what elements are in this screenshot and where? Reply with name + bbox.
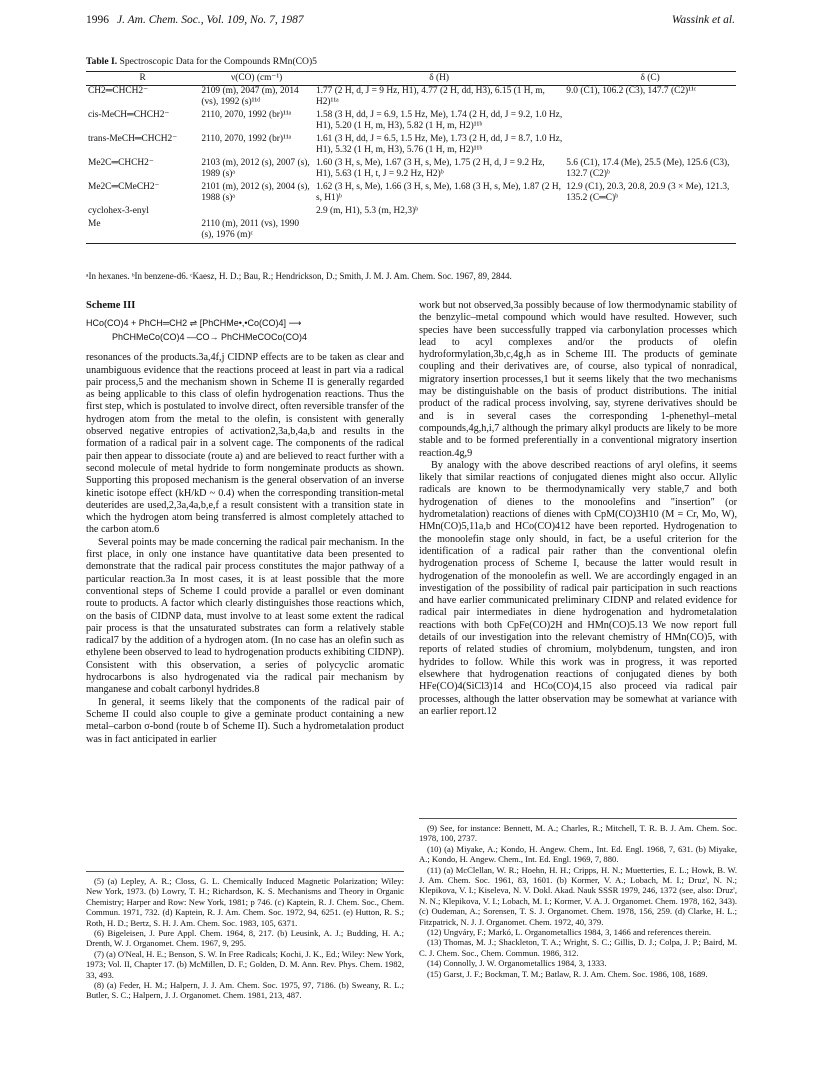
table-row (86, 134, 736, 158)
table-cell (199, 206, 314, 219)
table-cell: 12.9 (C1), 20.3, 20.8, 20.9 (3 × Me), 121.3, 135.2 (C═C)ᵇ (566, 182, 730, 203)
reference-item: (6) Bigeleisen, J. Pure Appl. Chem. 1964, 8, 217. (b) Leusink, A. J.; Budding, H. A.; Drenth, W. J. Organomet. Chem. 1967, 9, 295. (86, 928, 404, 949)
reference-item: (14) Connolly, J. W. Organometallics 1984, 3, 1333. (427, 958, 607, 969)
reference-item: (15) Garst, J. F.; Bockman, T. M.; Batlaw, R. J. Am. Chem. Soc. 1986, 108, 1689. (427, 968, 708, 979)
table-cell (564, 219, 736, 244)
table-cell: 1.61 (3 H, dd, J = 6.5, 1.5 Hz, Me), 1.73 (2 H, dd, J = 8.7, 1.0 Hz, H1), 5.32 (1 H, m, H3), 5.76 (1 H, m, H2)¹¹ᵇ (315, 134, 563, 155)
table-cell: cis-MeCH═CHCH2⁻ (88, 110, 170, 120)
scheme-diagram (86, 316, 404, 344)
table-cell: 2101 (m), 2012 (s), 2004 (s), 1988 (s)ᵃ (201, 182, 310, 203)
table-cell: 1.62 (3 H, s, Me), 1.66 (3 H, s, Me), 1.68 (3 H, s, Me), 1.87 (2 H, s, H1)ᵇ (315, 182, 561, 203)
scheme-line-2: PhCHMeCo(CO)4 —CO→ PhCHMeCOCo(CO)4 (112, 332, 308, 343)
table-footnote: ᵃIn hexanes. ᵇIn benzene-d6. ᶜKaesz, H. D.; Bau, R.; Hendrickson, D.; Smith, J. M. J. Am. Chem. Soc. 1967, 89, 2844. (86, 271, 512, 281)
table-cell: 1.77 (2 H, d, J = 9 Hz, H1), 4.77 (2 H, dd, H3), 6.15 (1 H, m, H2)¹¹ᵃ (315, 86, 545, 107)
table-row (86, 219, 736, 244)
spectroscopic-data-table (86, 71, 736, 244)
table-cell: Me2C═CMeCH2⁻ (88, 182, 160, 192)
body-column-left (86, 300, 404, 746)
table-cell: 5.6 (C1), 17.4 (Me), 25.5 (Me), 125.6 (C3), 132.7 (C2)ᵇ (566, 158, 730, 179)
table-cell (564, 110, 736, 134)
reference-item: (7) (a) O'Neal, H. E.; Benson, S. W. In Free Radicals; Kochi, J. K., Ed.; Wiley: New York, 1973; Vol. II, Chapter 17. (b) McMillen, D. F.; Golden, D. M. Ann. Rev. Phys. Chem. 1982, 33, 493. (86, 948, 404, 980)
table-cell: 2110, 2070, 1992 (br)¹¹ᵃ (201, 110, 292, 120)
table-header-row (86, 72, 736, 86)
table-title (86, 56, 317, 67)
table-cell: Me2C═CHCH2⁻ (88, 158, 154, 168)
table-cell: 9.0 (C1), 106.2 (C3), 147.7 (C2)¹¹ᶜ (566, 86, 697, 96)
running-author: Wassink et al. (671, 14, 735, 26)
running-header-left (86, 14, 304, 26)
body-paragraph: In general, it seems likely that the components of the radical pair of Scheme II could also couple to give a geminate product containing a new metal–carbon σ-bond (route b of Scheme II). Such a hydrometalation product was in fact anticipated in earlier (86, 696, 404, 745)
body-paragraph: Several points may be made concerning the radical pair mechanism. In the first place, in only one instance have quantitative data been presented to demonstrate that the radical pair process constitutes the major pathway of a particular reaction.3a In most cases, it is at least possible that the more conventional steps of Scheme I could provide a parallel or even dominant route to products. A factor which clearly distinguishes those reactions which, on the basis of CIDNP data, must involve to at least some extent the radical pair process is that the unsaturated substrates can form a relatively stable radical7 by the addition of a hydrogen atom. (In no case has an olefin such as ethylene been observed to lead to hydrogenation products exhibiting CIDNP). Consistent with this observation, a series of polycyclic aromatic hydrocarbons is also hydrogenated via the radical pair mechanism by manganese and cobalt carbonyl hydrides.8 (86, 536, 405, 696)
table-cell: cyclohex-3-enyl (88, 206, 149, 216)
table-cell: CH2═CHCH2⁻ (88, 86, 149, 96)
reference-item: (11) (a) McClellan, W. R.; Hoehn, H. H.; Cripps, H. N.; Muetterties, E. L.; Howk, B. W. J. Am. Chem. Soc. 1961, 83, 1601. (b) Kormer, V. A.; Lobach, M. I.; Druz', N. N.; Klepikova, V. I.; Kiseleva, N. V. Dokl. Akad. Nauk SSSR 1979, 246, 1372 (see, also: Druz', N. N.; Klepikova, V. I.; Lobach, M. I.; Kormer, V. A. J. Organomet. Chem. 1978, 162, 343). (c) Oudeman, A.; Sorensen, T. S. J. Organomet. Chem. 1978, 156, 259. (d) Clarke, H. L.; Fitzpatrick, N. J. J. Organomet. Chem. 1972, 40, 379. (419, 864, 737, 927)
column-header-delta-c: δ (C) (564, 72, 736, 86)
scheme-title: Scheme III (86, 300, 136, 311)
references-left (86, 871, 404, 1001)
scheme-line-1: HCo(CO)4 + PhCH═CH2 ⇌ [PhCHMe•,•Co(CO)4] ⟶ (86, 318, 302, 329)
reference-item: (8) (a) Feder, H. M.; Halpern, J. J. Am. Chem. Soc. 1975, 97, 7186. (b) Sweany, R. L.; Butler, S. C.; Halpern, J. J. Organomet. Chem. 1981, 213, 487. (86, 980, 404, 1001)
table-row (86, 158, 736, 182)
table-row (86, 206, 736, 219)
table-label: Table I. (86, 56, 118, 67)
column-header-nu-co: ν(CO) (cm⁻¹) (199, 72, 314, 86)
table-cell: 2.9 (m, H1), 5.3 (m, H2,3)ᵇ (315, 206, 419, 216)
page-number: 1996 (86, 14, 109, 26)
reference-item: (5) (a) Lepley, A. R.; Closs, G. L. Chemically Induced Magnetic Polarization; Wiley: New York, 1973. (b) Lowry, T. H.; Richardson, K. S. Mechanisms and Theory in Organic Chemistry; Harper and Row: New York, 1981; p 746. (c) Kaptein, R. J. Chem. Soc., Chem. Commun. 1971, 732. (d) Kaptein, R. J. Am. Chem. Soc. 1972, 94, 6251. (e) Hutton, R. S.; Roth, H. D.; Bertz, S. H. J. Am. Chem. Soc. 1983, 105, 6371. (86, 876, 404, 928)
table-row (86, 182, 736, 206)
body-paragraph: resonances of the products.3a,4f,j CIDNP effects are to be taken as clear and unambiguous evidence that the reactions proceed at least in part via a radical pair process,5 and the mechanism shown in Scheme II is generally regarded as being applicable to this class of olefin hydrogenation reactions. Thus the first step, which is postulated to involve direct, often reversible transfer of the hydrogen atom from the metal to the olefin, is consistent with generally observed negative entropies of activation2,3a,b,4a,b and results in the formation of a radical pair in a solvent cage. The components of the radical pair then appear to dissociate (route a) and are believed to react further with a second molecule of metal hydride to form nongeminate products as shown. Supporting this proposed mechanism is the general observation of an inverse kinetic isotope effect (kH/kD ~ 0.4) when the corresponding transition-metal deuterides are used,2,3a,4a,b,e,f a result consistent with a transition state in which the hydrogen atom being transferred is almost completely attached to the carbon atom.6 (86, 352, 404, 536)
table-cell: 2103 (m), 2012 (s), 2007 (s), 1989 (s)ᵃ (201, 158, 310, 179)
reference-item: (13) Thomas, M. J.; Shackleton, T. A.; Wright, S. C.; Gillis, D. J.; Colpa, J. P.; Baird, M. C. J. Chem. Soc., Chem. Commun. 1986, 312. (419, 937, 737, 958)
table-cell: 2110 (m), 2011 (vs), 1990 (s), 1976 (m)ᶜ (199, 219, 314, 244)
reference-item: (9) See, for instance: Bennett, M. A.; Charles, R.; Mitchell, T. R. B. J. Am. Chem. Soc. 1978, 100, 2737. (419, 823, 737, 844)
column-header-r: R (86, 72, 199, 86)
running-header (86, 14, 735, 30)
body-column-right (419, 300, 737, 718)
table-row (86, 86, 736, 111)
table-row (86, 110, 736, 134)
table-cell: trans-MeCH═CHCH2⁻ (88, 134, 178, 144)
reference-item: (12) Ungváry, F.; Markó, L. Organometallics 1984, 3, 1466 and references therein. (427, 927, 712, 938)
body-paragraph: work but not observed,3a possibly because of low thermodynamic stability of the benzylic–metal compound which would have resulted. However, such species have been successfully trapped via carbonylation processes which lead to acyl complexes and/or the products of olefin hydroformylation,3b,c,4g,h as in Scheme III. The products of geminate coupling and their derivatives are, of course, also typical of nonradical, migratory insertion processes,1 but it seems likely that the two mechanisms may be distinguishable on the basis of product distributions. The initial product of the radical process involving, say, styrene derivatives should be and is in several cases the corresponding 1-phenethyl–metal compounds,4g,h,i,7 although the primary alkyl products are likely to be more stable and to be formed preferentially in a conventional migratory insertion reaction.4g,9 (419, 300, 737, 459)
body-paragraph: By analogy with the above described reactions of aryl olefins, it seems likely that similar reactions of conjugated dienes might also occur. Allylic radicals are known to be thermodynamically very stable,7 and both hydrogenation of dienes to the monoolefins and "insertion" (or hydrometalation) reactions of dienes with CpM(CO)3H10 (M = Cr, Mo, W), HMn(CO)5,11a,b and HCo(CO)412 have been reported. Hydrogenation to the monoolefin stage only should, in fact, be a useful criterion for the identification of a radical pair rather than the conventional olefin hydrogenation process of Scheme I, because the latter would result in hydrogenation of the monoolefin as well. We are accordingly engaged in an investigation of the possibility of radical pair participation in such reactions and have earlier communicated preliminary CIDNP and related evidence for radical pair intermediates in diene hydrogenation and hydrometalation reactions with both CpFe(CO)2H and HMn(CO)5.13 We now report full details of our investigation into the relevant chemistry of HMn(CO)5, with reports of related studies of chromium, molybdenum, tungsten, and iron hydrides to follow. While this work was in progress, it was reported elsewhere that hydrogenation reactions of conjugated dienes by both HFe(CO)4(SiCl3)14 and HCo(CO)4,15 also proceed via radical pair processes, although the latter observation may be somewhat at variance with an earlier report.12 (419, 459, 737, 717)
table-cell: 1.60 (3 H, s, Me), 1.67 (3 H, s, Me), 1.75 (2 H, d, J = 9.2 Hz, H1), 5.63 (1 H, t, J = 9.2 Hz, H2)ᵇ (315, 158, 545, 179)
references-right (419, 818, 737, 979)
table-cell: 2110, 2070, 1992 (br)¹¹ᵃ (201, 134, 292, 144)
table-cell: 2109 (m), 2047 (m), 2014 (vs), 1992 (s)¹¹ᵈ (201, 86, 299, 107)
reference-item: (10) (a) Miyake, A.; Kondo, H. Angew. Chem., Int. Ed. Engl. 1968, 7, 631. (b) Miyake, A.; Kondo, H. Angew. Chem., Int. Ed. Engl. 1969, 7, 880. (419, 843, 737, 865)
table-cell (314, 219, 564, 244)
table-cell (564, 206, 736, 219)
column-header-delta-h: δ (H) (314, 72, 564, 86)
table-cell: Me (86, 219, 199, 244)
table-cell (564, 134, 736, 158)
table-cell: 1.58 (3 H, dd, J = 6.9, 1.5 Hz, Me), 1.74 (2 H, dd, J = 9.2, 1.0 Hz, H1), 5.20 (1 H, m, H3), 5.82 (1 H, m, H2)¹¹ᵇ (315, 110, 563, 131)
journal-citation: J. Am. Chem. Soc., Vol. 109, No. 7, 1987 (117, 14, 304, 26)
table-caption: Spectroscopic Data for the Compounds RMn(CO)5 (119, 56, 317, 67)
